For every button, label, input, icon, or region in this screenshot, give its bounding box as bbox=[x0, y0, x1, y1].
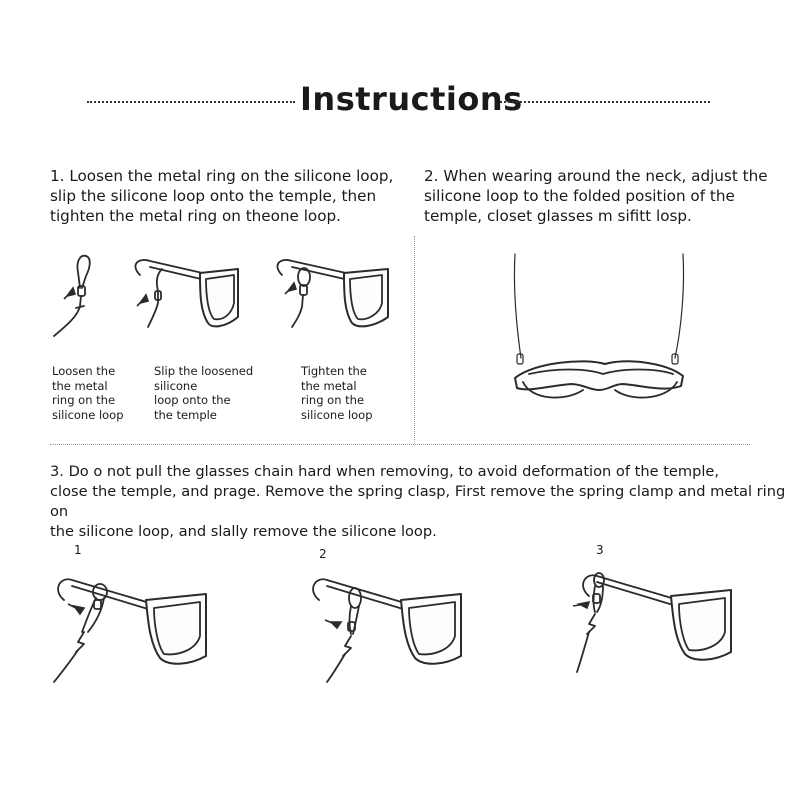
caption-slip bbox=[154, 364, 253, 422]
arrow-icon bbox=[285, 283, 296, 294]
glasses-icon bbox=[515, 361, 683, 390]
step1-text bbox=[50, 166, 393, 226]
caption-line: the metal bbox=[52, 378, 108, 393]
caption-line: Loosen the bbox=[52, 364, 116, 378]
arrow-icon bbox=[137, 295, 148, 306]
tighten-ring-illustration bbox=[270, 255, 390, 335]
step3-line: the silicone loop, and slally remove the silicone loop. bbox=[50, 523, 437, 540]
caption-loosen bbox=[52, 364, 124, 422]
step2-line: 2. When wearing around the neck, adjust the bbox=[424, 167, 768, 185]
slip-loop-illustration bbox=[128, 255, 240, 335]
step1-line: tighten the metal ring on theone loop. bbox=[50, 207, 341, 225]
caption-line: Tighten the bbox=[301, 364, 367, 378]
caption-line: silicone loop bbox=[52, 407, 124, 422]
arrow-icon bbox=[64, 288, 75, 299]
caption-tighten bbox=[301, 364, 373, 422]
arrow-icon bbox=[573, 602, 589, 608]
glasses-temple-icon bbox=[583, 575, 685, 602]
spring-clasp-icon bbox=[343, 636, 351, 656]
silicone-loop-icon bbox=[93, 584, 107, 600]
caption-line: loop onto the bbox=[154, 393, 231, 407]
page-title: Instructions bbox=[300, 80, 523, 118]
neck-wear-illustration bbox=[505, 250, 695, 410]
arrow-icon bbox=[325, 620, 341, 628]
step2-line: temple, closet glasses m sifitt losp. bbox=[424, 207, 692, 225]
remove-step-1-illustration bbox=[50, 570, 210, 690]
title-rule-right bbox=[500, 101, 710, 103]
caption-line: ring on the bbox=[301, 393, 365, 407]
remove-step-3-illustration bbox=[575, 566, 735, 686]
chain-icon bbox=[514, 254, 521, 358]
step-number: 1 bbox=[74, 543, 82, 557]
step1-line: slip the silicone loop onto the temple, then bbox=[50, 187, 377, 205]
silicone-loop-icon bbox=[77, 256, 86, 288]
glasses-temple-icon bbox=[58, 579, 160, 606]
step-number: 2 bbox=[319, 547, 327, 561]
step1-line: 1. Loosen the metal ring on the silicone loop, bbox=[50, 167, 394, 185]
loop-loosen-illustration bbox=[40, 250, 110, 345]
caption-line: Slip the loosened bbox=[154, 364, 254, 378]
silicone-loop-icon bbox=[298, 268, 310, 286]
caption-line: the metal bbox=[301, 378, 357, 393]
step3-line: close the temple, and prage. Remove the spring clasp, First remove the spring clamp and metal ring on bbox=[50, 483, 786, 520]
caption-line: ring on the bbox=[52, 393, 116, 407]
spring-clasp-icon bbox=[76, 632, 84, 652]
silicone-loop-icon bbox=[594, 573, 604, 587]
remove-step-2-illustration bbox=[305, 570, 465, 690]
step3-line: 3. Do o not pull the glasses chain hard when removing, to avoid deformation of the temple, bbox=[50, 463, 720, 480]
section-divider bbox=[50, 444, 750, 445]
step-number: 3 bbox=[596, 543, 604, 557]
glasses-temple-icon bbox=[313, 579, 415, 606]
caption-line: silicone loop bbox=[301, 407, 373, 422]
step3-text bbox=[50, 462, 790, 542]
column-divider bbox=[414, 236, 415, 444]
spring-clasp-icon bbox=[587, 614, 595, 634]
silicone-loop-icon bbox=[349, 588, 361, 608]
caption-line: silicone bbox=[154, 378, 198, 393]
title-rule-left bbox=[87, 101, 295, 103]
caption-line: the temple bbox=[154, 407, 217, 422]
step2-line: silicone loop to the folded position of the bbox=[424, 187, 735, 205]
arrow-icon bbox=[68, 604, 84, 614]
step2-text bbox=[424, 166, 768, 226]
